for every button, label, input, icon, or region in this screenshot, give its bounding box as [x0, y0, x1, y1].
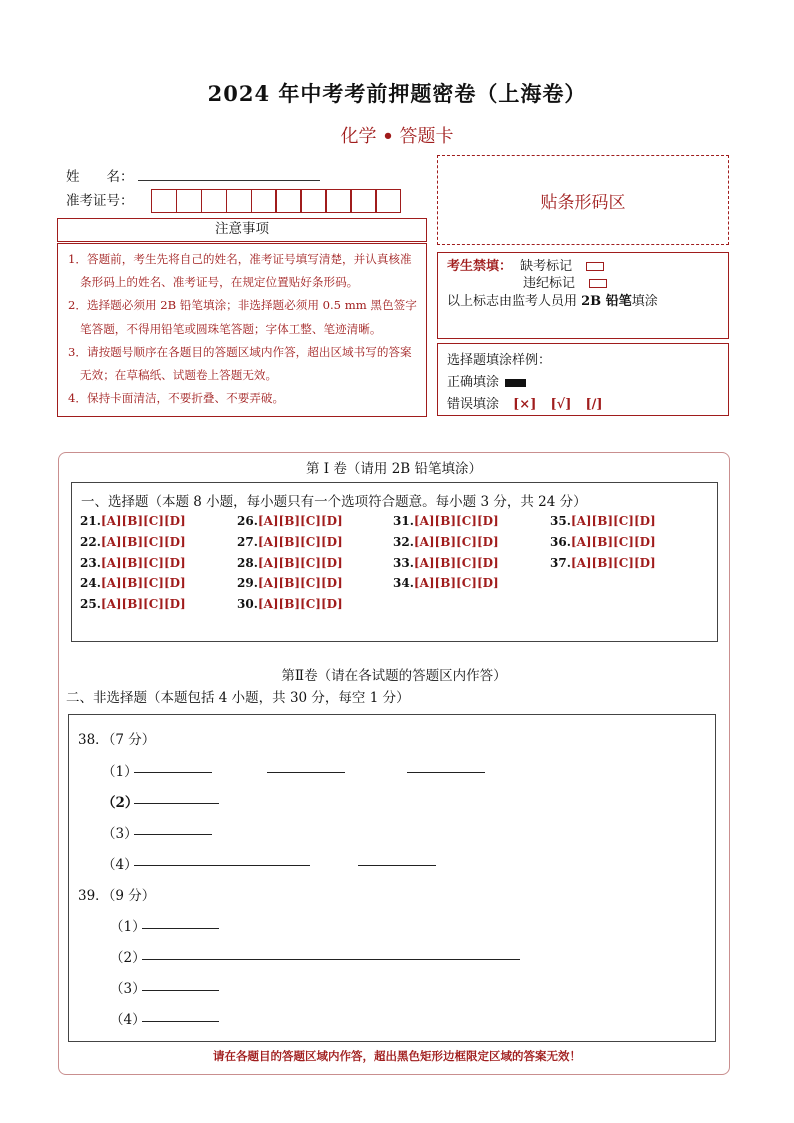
choice-question-row — [80, 556, 186, 570]
forbid-label: 考生禁填： — [447, 259, 513, 274]
choice-question-number: 30. — [237, 597, 258, 612]
exam-id-digit-box[interactable] — [375, 189, 401, 213]
choice-question-number: 23. — [80, 555, 101, 570]
footer-warning: 请在各题目的答题区域内作答，超出黑色矩形边框限定区域的答案无效！ — [213, 1049, 581, 1063]
choice-question-row — [80, 576, 186, 590]
choice-question-row — [550, 535, 656, 549]
free-response-box — [68, 714, 716, 1042]
choice-question-row — [80, 514, 186, 528]
q39-part-1-blank[interactable] — [142, 928, 219, 929]
choice-question-number: 27. — [237, 534, 258, 549]
q38-part-4-blank-b[interactable] — [358, 865, 436, 866]
choice-question-number: 32. — [393, 534, 414, 549]
wrong-mark-check: [√] — [550, 397, 572, 412]
choice-options-bubbles[interactable]: [A][B][C][D] — [100, 555, 186, 570]
choice-options-bubbles[interactable]: [A][B][C][D] — [257, 597, 343, 612]
wrong-fill-label: 错误填涂 — [447, 397, 500, 412]
subject-label: 化学 — [340, 126, 377, 147]
notice-heading: 注意事项 — [57, 218, 427, 242]
choice-question-number: 28. — [237, 555, 258, 570]
q39-part-2-blank[interactable] — [142, 959, 520, 960]
choice-question-row — [550, 556, 656, 570]
notice-item: 2．选择题必须用 2B 铅笔填涂；非选择题必须用 0.5 mm 黑色签字笔答题，不得用铅笔或圆珠笔答题；字体工整、笔迹清晰。 — [68, 298, 417, 336]
q38-part-4-label: （4） — [102, 857, 138, 873]
barcode-label: 贴条形码区 — [540, 192, 626, 213]
choice-options-bubbles[interactable]: [A][B][C][D] — [413, 514, 499, 528]
q38-part-2-label: （2） — [102, 795, 139, 811]
choice-question-number: 21. — [80, 514, 101, 528]
proctor-note — [447, 293, 719, 311]
choice-question-row — [237, 556, 343, 570]
proctor-marks-box — [437, 252, 729, 339]
choice-question-number: 25. — [80, 597, 101, 612]
choice-options-bubbles[interactable]: [A][B][C][D] — [100, 576, 186, 591]
q38-part-2-blank[interactable] — [134, 803, 219, 804]
exam-id-digit-box[interactable] — [226, 189, 252, 213]
q39-part-3-blank[interactable] — [142, 990, 219, 991]
barcode-area — [437, 155, 729, 245]
volume-1-title: 第 I 卷（请用 2B 铅笔填涂） — [305, 461, 482, 477]
wrong-mark-cross: [×] — [513, 397, 537, 412]
choice-question-number: 33. — [393, 555, 414, 570]
choice-question-number: 24. — [80, 576, 101, 591]
q38-part-3-blank[interactable] — [134, 834, 212, 835]
dot-separator: • — [382, 126, 394, 147]
choice-question-number: 36. — [550, 534, 571, 549]
question-38-title: 38．（7 分） — [78, 732, 156, 748]
proctor-note-prefix: 以上标志由监考人员用 — [447, 294, 582, 309]
choice-question-row — [393, 514, 499, 528]
violation-mark-label: 违纪标记 — [523, 276, 576, 291]
proctor-note-pencil: 2B 铅笔 — [581, 294, 632, 309]
choice-question-row — [550, 514, 656, 528]
choice-options-bubbles[interactable]: [A][B][C][D] — [100, 597, 186, 612]
exam-id-label: 准考证号： — [66, 193, 134, 209]
choice-options-bubbles[interactable]: [A][B][C][D] — [413, 555, 499, 570]
q39-part-4-blank[interactable] — [142, 1021, 219, 1022]
choice-options-bubbles[interactable]: [A][B][C][D] — [570, 534, 656, 549]
choice-options-bubbles[interactable]: [A][B][C][D] — [257, 534, 343, 549]
name-label: 姓 名： — [66, 169, 134, 185]
choice-question-number: 26. — [237, 514, 258, 528]
correct-fill-label: 正确填涂 — [447, 375, 500, 390]
free-response-heading: 二、非选择题（本题包括 4 小题，共 30 分，每空 1 分） — [66, 690, 410, 706]
q39-part-4-label: （4） — [110, 1012, 146, 1028]
card-type-label: 答题卡 — [399, 126, 454, 147]
choice-question-number: 37. — [550, 555, 571, 570]
q39-part-1-label: （1） — [110, 919, 146, 935]
choice-options-bubbles[interactable]: [A][B][C][D] — [570, 514, 656, 528]
choice-options-bubbles[interactable]: [A][B][C][D] — [257, 555, 343, 570]
choice-question-number: 22. — [80, 534, 101, 549]
choice-question-row — [393, 576, 499, 590]
question-39-title: 39．（9 分） — [78, 888, 156, 904]
proctor-note-suffix: 填涂 — [631, 294, 658, 309]
choice-question-row — [237, 535, 343, 549]
violation-mark-box[interactable] — [589, 279, 607, 288]
choice-options-bubbles[interactable]: [A][B][C][D] — [257, 514, 343, 528]
q39-part-3-label: （3） — [110, 981, 146, 997]
exam-id-digit-box[interactable] — [176, 189, 202, 213]
choice-question-row — [80, 597, 186, 611]
q38-part-4-blank-a[interactable] — [134, 865, 310, 866]
volume-2-title: 第Ⅱ卷（请在各试题的答题区内作答） — [281, 668, 507, 684]
choice-question-row — [237, 597, 343, 611]
choice-options-bubbles[interactable]: [A][B][C][D] — [257, 576, 343, 591]
q38-part-1-label: （1） — [102, 764, 138, 780]
exam-id-digit-box[interactable] — [201, 189, 227, 213]
choice-options-bubbles[interactable]: [A][B][C][D] — [100, 534, 186, 549]
absent-mark-label: 缺考标记 — [520, 259, 573, 274]
page-subtitle — [0, 122, 794, 148]
notice-item: 1．答题前，考生先将自己的姓名，准考证号填写清楚，并认真核准条形码上的姓名、准考证号，在规定位置贴好条形码。 — [68, 252, 412, 290]
choice-question-row — [393, 556, 499, 570]
notice-item: 4．保持卡面清洁，不要折叠、不要弄破。 — [68, 391, 285, 406]
page-title: 2024 年中考考前押题密卷（上海卷） — [207, 81, 587, 106]
exam-id-digit-box[interactable] — [300, 189, 326, 213]
choice-options-bubbles[interactable]: [A][B][C][D] — [100, 514, 186, 528]
choice-question-row — [393, 535, 499, 549]
choice-question-row — [237, 514, 343, 528]
filled-mark-icon — [505, 379, 526, 387]
choice-options-bubbles[interactable]: [A][B][C][D] — [413, 576, 499, 591]
q38-part-1-blank-c[interactable] — [407, 772, 485, 773]
fill-sample-box — [437, 343, 729, 416]
q38-part-1-blank-b[interactable] — [267, 772, 345, 773]
q38-part-1-blank-a[interactable] — [134, 772, 212, 773]
name-field[interactable] — [138, 180, 320, 181]
q38-part-3-label: （3） — [102, 826, 138, 842]
exam-id-digit-box[interactable] — [350, 189, 376, 213]
choice-options-bubbles[interactable]: [A][B][C][D] — [570, 555, 656, 570]
exam-id-digit-box[interactable] — [151, 189, 177, 213]
notice-item: 3．请按题号顺序在各题目的答题区域内作答，超出区域书写的答案无效；在草稿纸、试题卷上答题无效。 — [68, 344, 412, 383]
absent-mark-box[interactable] — [586, 262, 604, 271]
choice-question-number: 31. — [393, 514, 414, 528]
choice-question-row — [237, 576, 343, 590]
q39-part-2-label: （2） — [110, 950, 146, 966]
multiple-choice-heading: 一、选择题（本题 8 小题，每小题只有一个选项符合题意。每小题 3 分，共 24 分） — [81, 494, 587, 510]
choice-question-number: 35. — [550, 514, 571, 528]
exam-id-digit-box[interactable] — [251, 189, 277, 213]
sample-heading: 选择题填涂样例： — [447, 353, 552, 368]
exam-id-digit-box[interactable] — [325, 189, 351, 213]
exam-id-digit-box[interactable] — [275, 189, 301, 213]
wrong-mark-slash: [/] — [585, 397, 603, 412]
choice-question-row — [80, 535, 186, 549]
choice-question-number: 29. — [237, 576, 258, 591]
choice-options-bubbles[interactable]: [A][B][C][D] — [413, 534, 499, 549]
notice-list — [57, 243, 427, 417]
exam-id-boxes — [151, 189, 400, 213]
choice-question-number: 34. — [393, 576, 414, 591]
